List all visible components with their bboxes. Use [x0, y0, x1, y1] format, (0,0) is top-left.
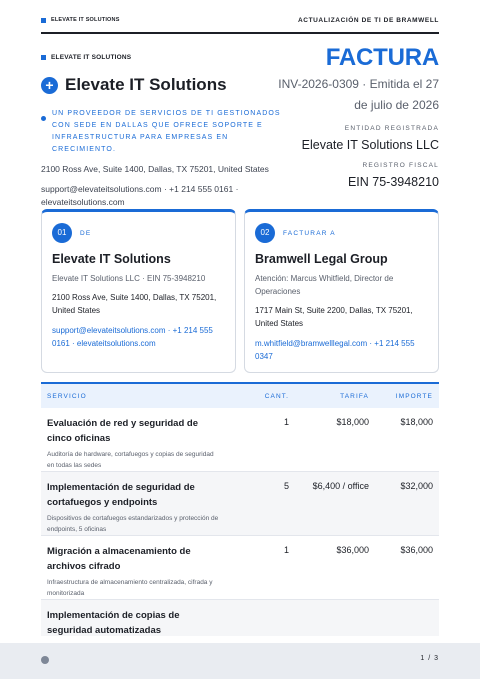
- page-indicator: 1 / 3: [420, 655, 439, 662]
- entity-label: ENTIDAD REGISTRADA: [344, 125, 439, 132]
- col-header-service: SERVICIO: [47, 392, 87, 400]
- row-qty: 5: [283, 481, 289, 491]
- col-header-rate: TARIFA: [340, 392, 369, 400]
- row-service-cell: [41, 480, 221, 535]
- invoice-meta: [269, 44, 439, 189]
- issuer-block: [41, 54, 281, 209]
- col-header-qty: CANT.: [264, 392, 289, 400]
- table-row: [41, 472, 439, 536]
- row-service-cell: [41, 544, 221, 599]
- row-desc: Dispositivos de cortafuegos estandarizados y protección de endpoints, 5 oficinas: [47, 515, 219, 533]
- row-desc: Auditoría de hardware, cortafuegos y copias de seguridad en todas las sedes: [47, 451, 214, 469]
- from-sub: Elevate IT Solutions LLC · EIN 75-3948210: [52, 274, 206, 283]
- page-footer: [0, 643, 480, 679]
- footer-dot-icon: [41, 656, 49, 664]
- col-header-amount: IMPORTE: [395, 392, 433, 400]
- brand-square-icon: [41, 18, 46, 23]
- row-qty: 1: [283, 417, 289, 427]
- row-service-cell: [41, 416, 221, 471]
- from-address: 2100 Ross Ave, Suite 1400, Dallas, TX 75201, United States: [52, 293, 217, 315]
- row-qty: 1: [283, 545, 289, 555]
- row-amount: [369, 608, 439, 636]
- row-desc: Infraestructura de almacenamiento centralizada, cifrada y monitorizada: [47, 579, 213, 597]
- to-index-badge: 02: [255, 223, 275, 243]
- table-row: [41, 600, 439, 636]
- invoice-title: FACTURA: [325, 44, 439, 71]
- row-rate: $18,000: [336, 417, 369, 427]
- issuer-contact: support@elevateitsolutions.com · +1 214 555 0161 · elevateitsolutions.com: [41, 184, 239, 207]
- issuer-name-row: [41, 75, 281, 95]
- to-contact[interactable]: m.whitfield@bramwelllegal.com · +1 214 555 0347: [255, 339, 415, 361]
- tax-value: EIN 75-3948210: [347, 175, 439, 189]
- row-rate: $6,400 / office: [312, 481, 369, 491]
- header-brand-text: ELEVATE IT SOLUTIONS: [51, 17, 120, 23]
- running-header: [41, 14, 439, 34]
- items-table: [41, 382, 439, 636]
- issuer-tagline-text: UN PROVEEDOR DE SERVICIOS DE TI GESTIONADOS CON SEDE EN DALLAS QUE OFRECE SOPORTE E INFRAESTRUCTURA PARA EMPRESAS EN CRECIMIENTO.: [52, 110, 281, 153]
- issuer-tag-text: ELEVATE IT SOLUTIONS: [51, 54, 132, 61]
- to-card-header: [255, 223, 428, 243]
- tagline-dot-icon: [41, 116, 46, 121]
- entity-value: Elevate IT Solutions LLC: [301, 138, 439, 152]
- row-service: Evaluación de red y seguridad de cinco oficinas: [47, 418, 198, 444]
- plus-logo-icon: +: [41, 77, 58, 94]
- invoice-number: INV-2026-0309 · Emitida el 27 de julio de 2026: [278, 77, 439, 112]
- from-contact[interactable]: support@elevateitsolutions.com · +1 214 555 0161 · elevateitsolutions.com: [52, 326, 213, 348]
- to-address: 1717 Main St, Suite 2200, Dallas, TX 75201, United States: [255, 306, 413, 328]
- row-rate: [289, 608, 369, 636]
- issuer-name: Elevate IT Solutions: [65, 75, 227, 94]
- to-name: Bramwell Legal Group: [255, 252, 388, 266]
- row-service: Implementación de seguridad de cortafuegos y endpoints: [47, 482, 195, 508]
- row-amount: $18,000: [400, 417, 433, 427]
- row-service: Migración a almacenamiento de archivos cifrado: [47, 546, 191, 572]
- issuer-square-icon: [41, 55, 46, 60]
- from-card-header: [52, 223, 225, 243]
- to-sub: Atención: Marcus Whitfield, Director de Operaciones: [255, 274, 394, 296]
- row-rate: $36,000: [336, 545, 369, 555]
- row-qty: [221, 608, 289, 636]
- header-doc-label: ACTUALIZACIÓN DE TI DE BRAMWELL: [297, 16, 439, 24]
- row-amount: $36,000: [400, 545, 433, 555]
- issuer-address: 2100 Ross Ave, Suite 1400, Dallas, TX 75201, United States: [41, 164, 269, 174]
- header-brand: [41, 17, 120, 23]
- row-amount: $32,000: [400, 481, 433, 491]
- from-label: DE: [80, 229, 92, 237]
- tax-label: REGISTRO FISCAL: [362, 162, 439, 169]
- table-row: [41, 408, 439, 472]
- table-row: [41, 536, 439, 600]
- issuer-tag: [41, 54, 281, 61]
- row-service: Implementación de copias de seguridad automatizadas: [47, 610, 180, 636]
- from-name: Elevate IT Solutions: [52, 252, 171, 266]
- from-card: [41, 209, 236, 373]
- issuer-tagline: [41, 108, 281, 156]
- to-label: FACTURAR A: [283, 229, 336, 237]
- row-service-cell: [41, 608, 221, 636]
- to-card: [244, 209, 439, 373]
- from-index-badge: 01: [52, 223, 72, 243]
- table-header: [41, 382, 439, 408]
